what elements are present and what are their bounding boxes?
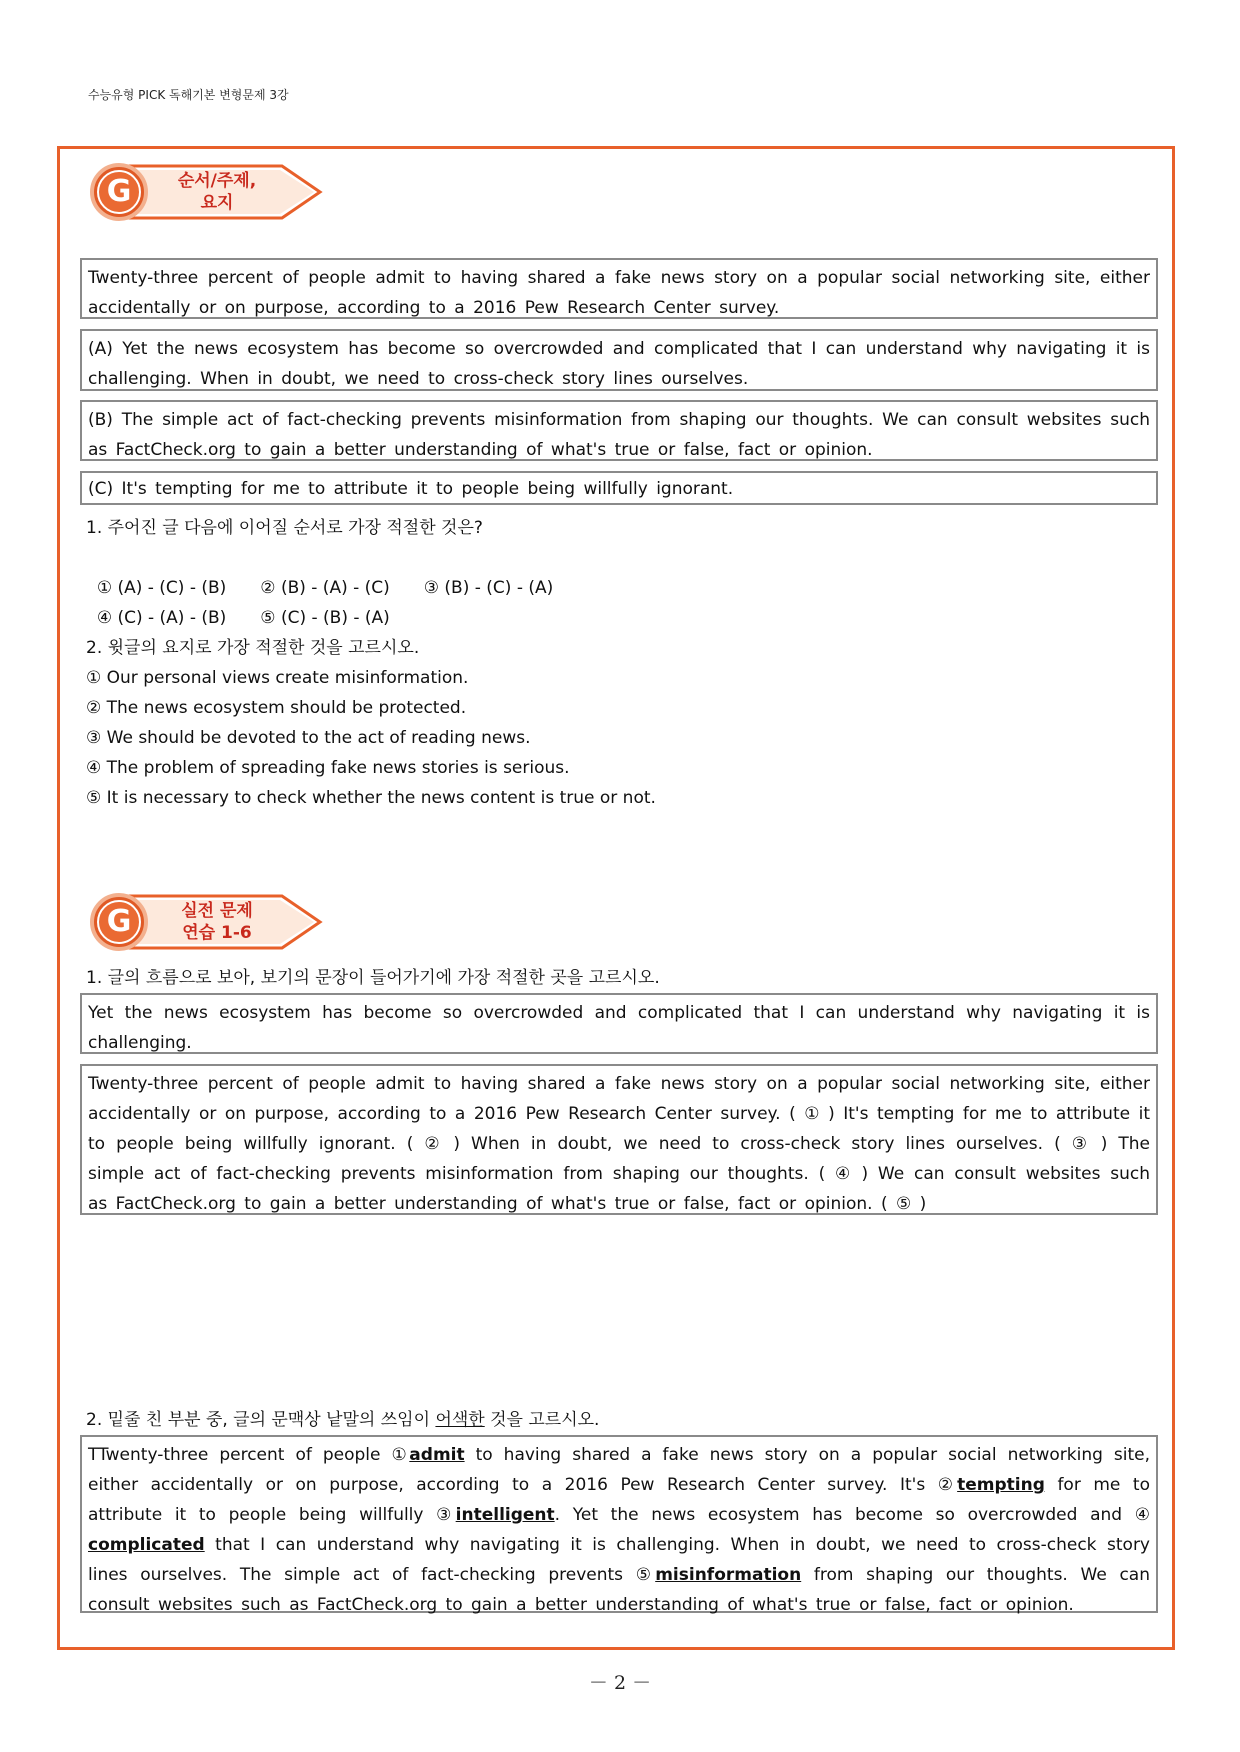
q1-stem: 1. 주어진 글 다음에 이어질 순서로 가장 적절한 것은?: [86, 518, 483, 538]
intro-passage: Twenty-three percent of people admit to having shared a fake news story on a popular social networking site, either accidentally or on purpose, according to a 2016 Pew Research Center survey.: [80, 258, 1158, 319]
section-badge-practice: [86, 890, 326, 954]
q2-option[interactable]: ① Our personal views create misinformation.: [86, 668, 469, 688]
q1-option[interactable]: ① (A) - (C) - (B): [96, 578, 227, 598]
badge-title: 실전 문제 연습 1-6: [181, 901, 253, 943]
page-number: － 2 －: [588, 1672, 652, 1694]
q2-option[interactable]: ⑤ It is necessary to check whether the news content is true or not.: [86, 788, 656, 808]
q2-option[interactable]: ③ We should be devoted to the act of reading news.: [86, 728, 531, 748]
underlined-word[interactable]: tempting: [957, 1475, 1045, 1495]
q1-option[interactable]: ⑤ (C) - (B) - (A): [260, 608, 390, 628]
section-badge-order: [86, 160, 326, 224]
q3-passage: Twenty-three percent of people admit to having shared a fake news story on a popular social networking site, either accidentally or on purpose, according to a 2016 Pew Research Center survey. ( ① ) It's tempting for me to attribute it to people being willfully ignorant. ( ② ) When in doubt, we need to cross-check story lines ourselves. ( ③ ) The simple act of fact-checking prevents misinformation from shaping our thoughts. ( ④ ) We can consult websites such as FactCheck.org to gain a better understanding of what's true or false, fact or opinion. ( ⑤ ): [80, 1064, 1158, 1215]
q2-option[interactable]: ② The news ecosystem should be protected.: [86, 698, 467, 718]
q2-option[interactable]: ④ The problem of spreading fake news stories is serious.: [86, 758, 570, 778]
badge-title: 순서/주제, 요지: [177, 171, 257, 213]
underlined-word[interactable]: misinformation: [655, 1565, 802, 1585]
q4-passage: TTwenty-three percent of people ①admit to having shared a fake news story on a popular social networking site, either accidentally or on purpose, according to a 2016 Pew Research Center survey. It's ②tempting for me to attribute it to people being willfully ③intelligent. Yet the news ecosystem has become so overcrowded and ④ complicated that I can understand why navigating it is challenging. When in doubt, we need to cross-check story lines ourselves. The simple act of fact-checking prevents ⑤misinformation from shaping our thoughts. We can consult websites such as FactCheck.org to gain a better understanding of what's true or false, fact or opinion.: [80, 1435, 1158, 1613]
q1-option[interactable]: ② (B) - (A) - (C): [260, 578, 390, 598]
paragraph-a: (A) Yet the news ecosystem has become so overcrowded and complicated that I can understand why navigating it is challenging. When in doubt, we need to cross-check story lines ourselves.: [80, 329, 1158, 391]
q1-option[interactable]: ④ (C) - (A) - (B): [96, 608, 227, 628]
underlined-word[interactable]: admit: [409, 1445, 465, 1465]
emphasis-word: 어색한: [435, 1410, 485, 1430]
q1-options-row2: [86, 573, 424, 633]
q3-stem: 1. 글의 흐름으로 보아, 보기의 문장이 들어가기에 가장 적절한 곳을 고르시오.: [86, 968, 660, 988]
badge-letter: G: [106, 904, 132, 939]
q4-stem: 2. 밑줄 친 부분 중, 글의 문맥상 낱말의 쓰임이 어색한 것을 고르시오.: [86, 1410, 600, 1430]
page-header: 수능유형 PICK 독해기본 변형문제 3강: [88, 88, 289, 102]
badge-letter: G: [106, 174, 132, 209]
underlined-word[interactable]: intelligent: [455, 1505, 555, 1525]
paragraph-b: (B) The simple act of fact-checking prevents misinformation from shaping our thoughts. We can consult websites such as FactCheck.org to gain a better understanding of what's true or false, fact or opinion.: [80, 400, 1158, 461]
q3-given-sentence: Yet the news ecosystem has become so overcrowded and complicated that I can understand why navigating it is challenging.: [80, 993, 1158, 1054]
underlined-word[interactable]: complicated: [88, 1535, 205, 1555]
q2-stem: 2. 윗글의 요지로 가장 적절한 것을 고르시오.: [86, 638, 420, 658]
q1-option[interactable]: ③ (B) - (C) - (A): [423, 578, 554, 598]
paragraph-c: (C) It's tempting for me to attribute it to people being willfully ignorant.: [80, 471, 1158, 505]
